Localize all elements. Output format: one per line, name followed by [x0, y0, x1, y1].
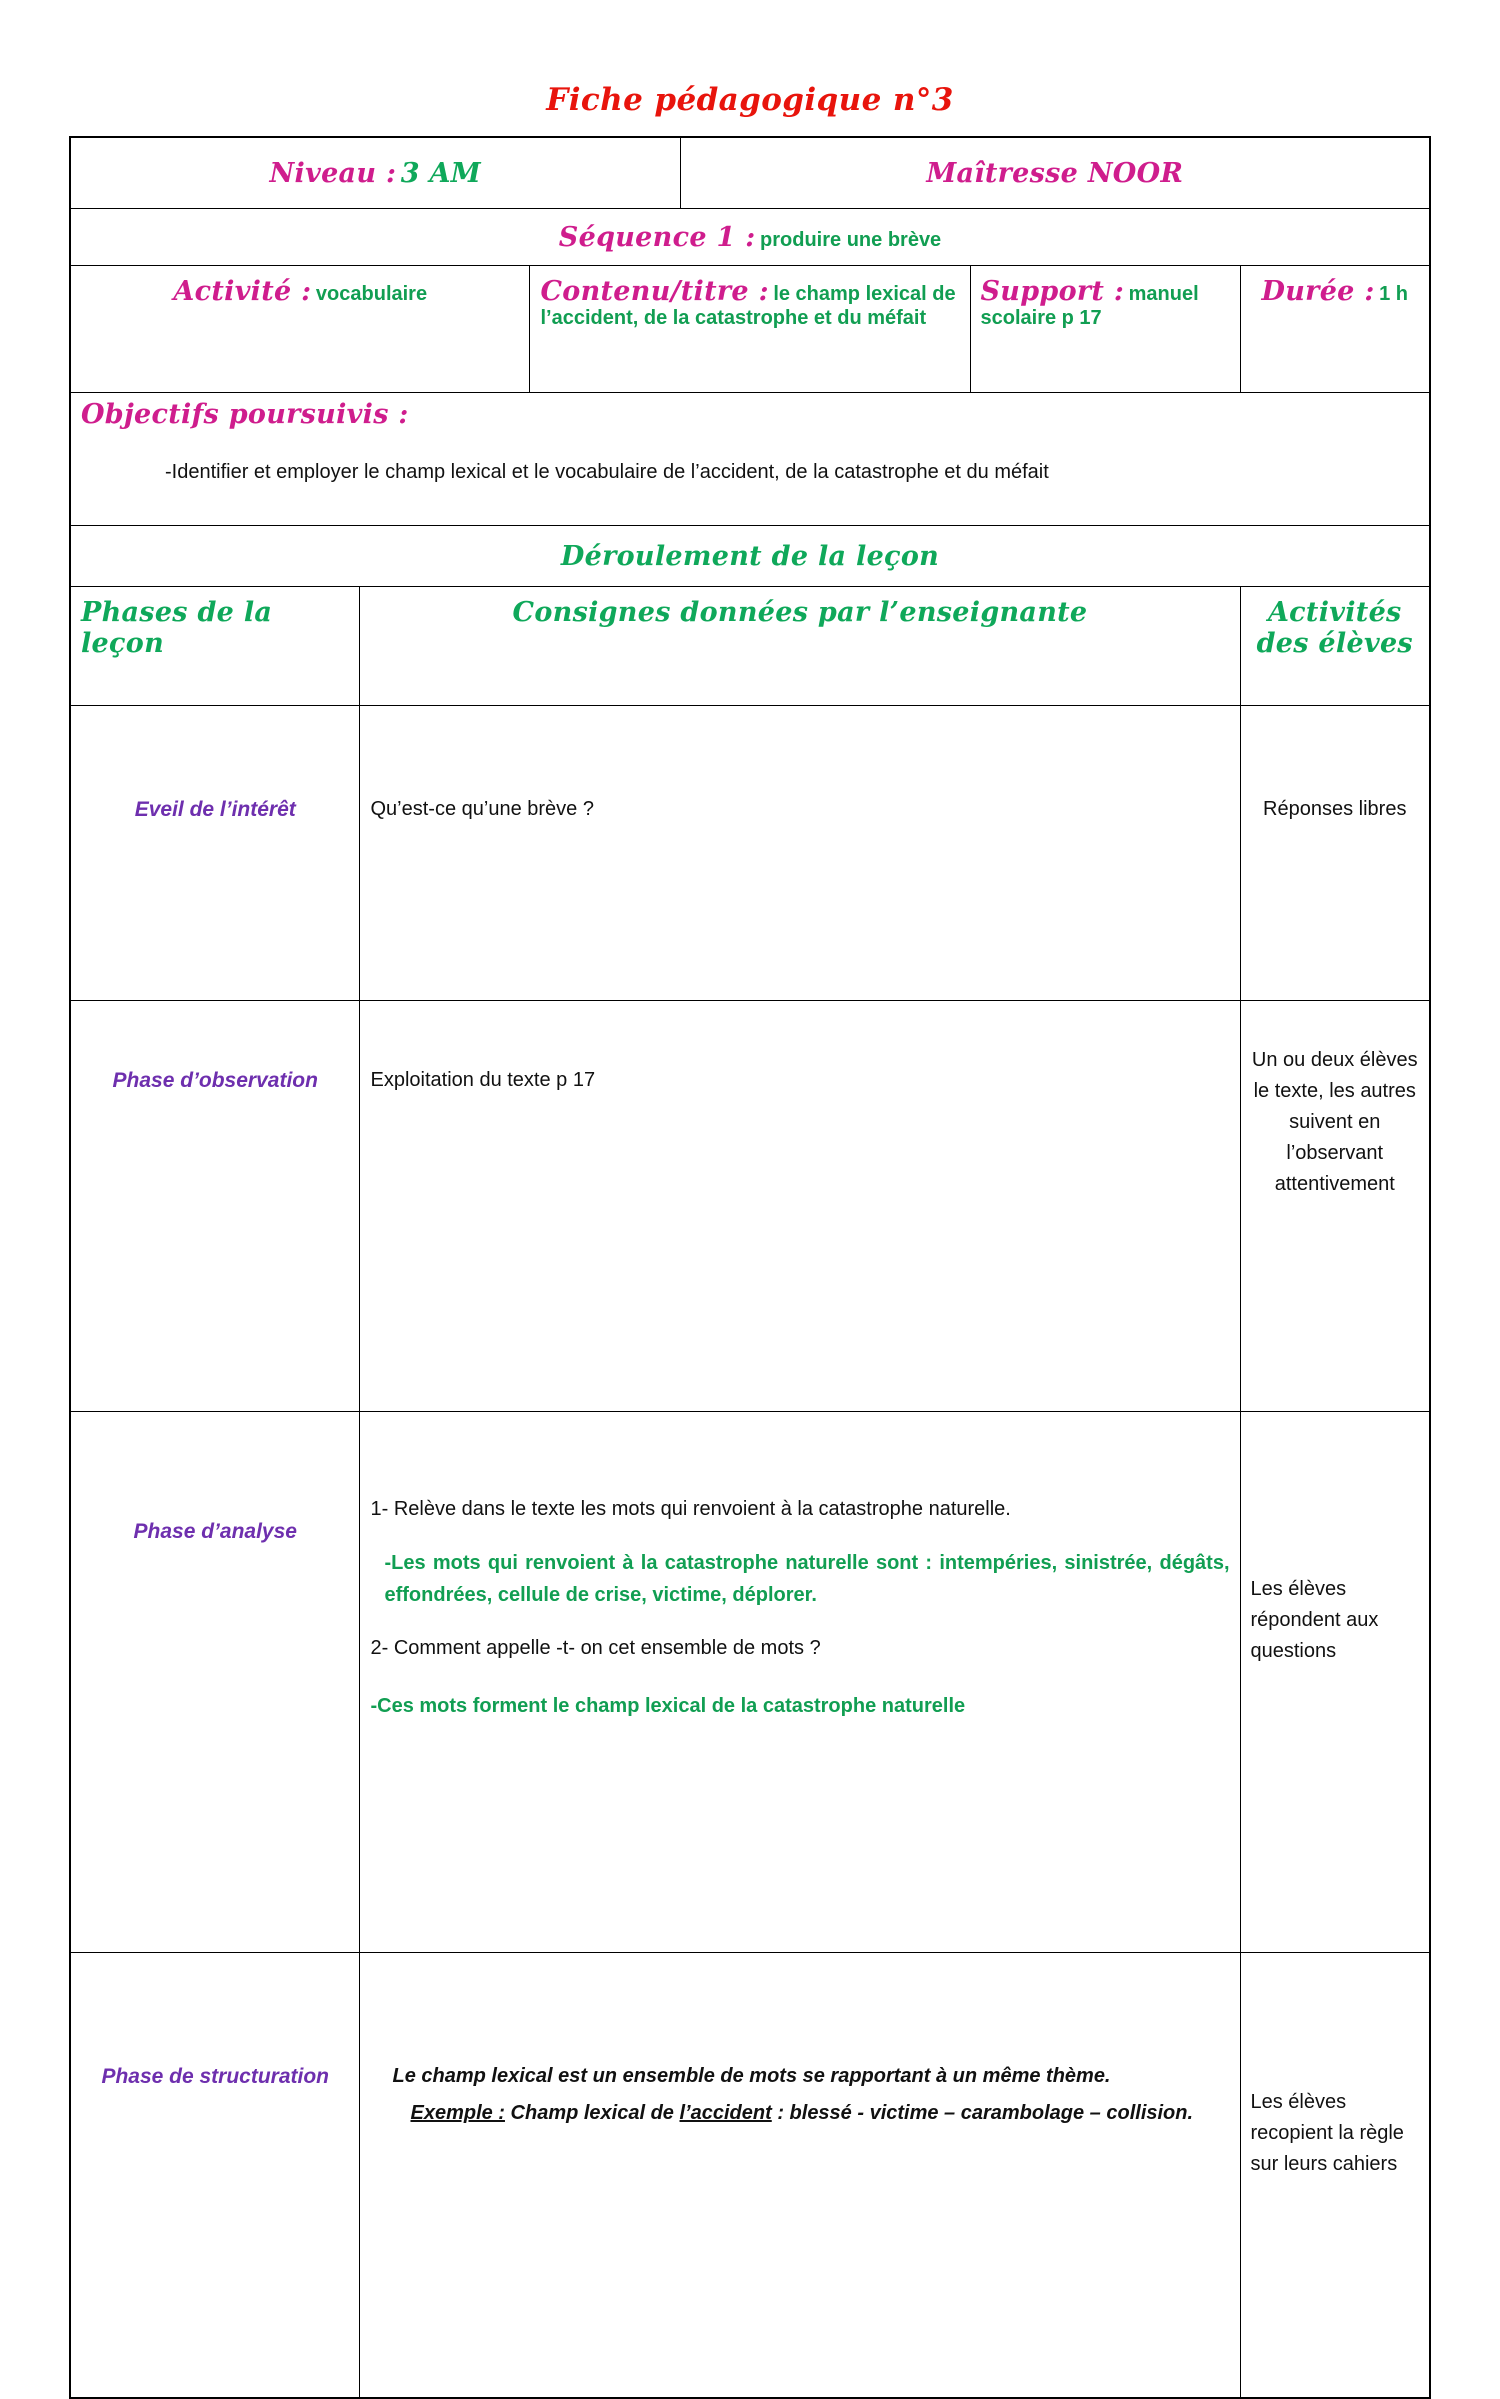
deroulement-title: Déroulement de la leçon [560, 540, 940, 572]
objectifs-text: -Identifier et employer le champ lexical et le vocabulaire de l’accident, de la catastrophe et du méfait [164, 461, 1049, 483]
col-header-phases-label: Phases de la leçon [80, 597, 273, 659]
duree-value: 1 h [1379, 283, 1408, 305]
cell-activite [70, 266, 530, 393]
support-label: Support : [980, 276, 1125, 307]
contenu-label: Contenu/titre : [540, 276, 769, 307]
example-line [370, 2098, 1229, 2129]
phase-label-observation: Phase d’observation [112, 1069, 318, 1092]
cell-objectifs-label [70, 393, 1430, 452]
contenu-value: le champ lexical de l’accident, de la catastrophe et du méfait [540, 283, 956, 329]
cell-niveau [70, 137, 680, 209]
consigne-text-eveil: Qu’est-ce qu’une brève ? [370, 798, 594, 820]
cell-sequence [70, 209, 1430, 266]
phase-cell-observation [70, 1001, 360, 1412]
table-row [70, 1001, 1430, 1412]
cell-deroulement-title [70, 526, 1430, 587]
table-row [70, 706, 1430, 1001]
phase-cell-eveil [70, 706, 360, 1001]
row-meta [70, 266, 1430, 393]
phase-label-eveil: Eveil de l’intérêt [134, 798, 296, 821]
example-prefix: Champ lexical de [510, 2102, 674, 2124]
analyse-answer-1: -Les mots qui renvoient à la catastrophe naturelle sont : intempéries, sinistrée, dégâts, effondrées, cellule de crise, victime, déplorer. [384, 1552, 1230, 1606]
cell-duree [1240, 266, 1430, 393]
activite-text-structuration: Les élèves recopient la règle sur leurs cahiers [1250, 2091, 1404, 2175]
activite-cell-eveil [1240, 706, 1430, 1001]
teacher-name: Maîtresse NOOR [926, 157, 1184, 189]
phase-label-structuration: Phase de structuration [101, 2065, 330, 2088]
sequence-value: produire une brève [760, 228, 942, 251]
row-column-headers [70, 587, 1430, 706]
activite-cell-observation [1240, 1001, 1430, 1412]
consigne-cell-observation [360, 1001, 1240, 1412]
phase-cell-analyse [70, 1412, 360, 1953]
col-header-phases [70, 587, 360, 706]
activite-text-eveil: Réponses libres [1263, 798, 1407, 820]
example-suffix: : blessé - victime – carambolage – collision. [771, 2102, 1194, 2124]
support-value: manuel scolaire p 17 [980, 283, 1199, 329]
row-sequence [70, 209, 1430, 266]
analyse-question-2: 2- Comment appelle -t- on cet ensemble de mots ? [370, 1637, 821, 1659]
consigne-cell-analyse [360, 1412, 1240, 1953]
sequence-label: Séquence 1 : [558, 221, 756, 253]
cell-contenu [530, 266, 970, 393]
consigne-cell-structuration [360, 1953, 1240, 2399]
col-header-consignes [360, 587, 1240, 706]
consigne-text-observation: Exploitation du texte p 17 [370, 1069, 596, 1091]
consigne-cell-eveil [360, 706, 1240, 1001]
row-deroulement-title [70, 526, 1430, 587]
duree-label: Durée : [1261, 276, 1375, 307]
table-row [70, 1953, 1430, 2399]
col-header-activites [1240, 587, 1430, 706]
cell-support [970, 266, 1240, 393]
analyse-question-1: 1- Relève dans le texte les mots qui renvoient à la catastrophe naturelle. [370, 1498, 1011, 1520]
activite-text-analyse: Les élèves répondent aux questions [1250, 1578, 1379, 1662]
activite-cell-analyse [1240, 1412, 1430, 1953]
rule-text: Le champ lexical est un ensemble de mots se rapportant à un même thème. [392, 2065, 1111, 2087]
cell-teacher [680, 137, 1430, 209]
row-objectifs-title [70, 393, 1430, 452]
activite-label: Activité : [173, 276, 312, 307]
niveau-label: Niveau : [269, 157, 397, 189]
phase-cell-structuration [70, 1953, 360, 2399]
lesson-plan-table [69, 136, 1431, 2399]
col-header-consignes-label: Consignes données par l’enseignante [512, 597, 1088, 628]
activite-cell-structuration [1240, 1953, 1430, 2399]
col-header-activites-label: Activités des élèves [1256, 597, 1413, 659]
row-niveau-teacher [70, 137, 1430, 209]
example-label: Exemple : [410, 2102, 505, 2124]
table-row [70, 1412, 1430, 1953]
activite-value: vocabulaire [315, 283, 428, 305]
page-title: Fiche pédagogique n°3 [546, 82, 954, 118]
niveau-value: 3 AM [400, 157, 481, 189]
activite-text-observation: Un ou deux élèves le texte, les autres suivent en l’observant attentivement [1251, 1049, 1418, 1195]
analyse-answer-2: -Ces mots forment le champ lexical de la catastrophe naturelle [370, 1695, 966, 1717]
phase-label-analyse: Phase d’analyse [133, 1520, 297, 1543]
objectifs-label: Objectifs poursuivis : [80, 399, 409, 430]
example-underlined-term: l’accident [679, 2102, 772, 2124]
row-objectifs-body [70, 451, 1430, 526]
cell-objectifs-text [70, 451, 1430, 526]
